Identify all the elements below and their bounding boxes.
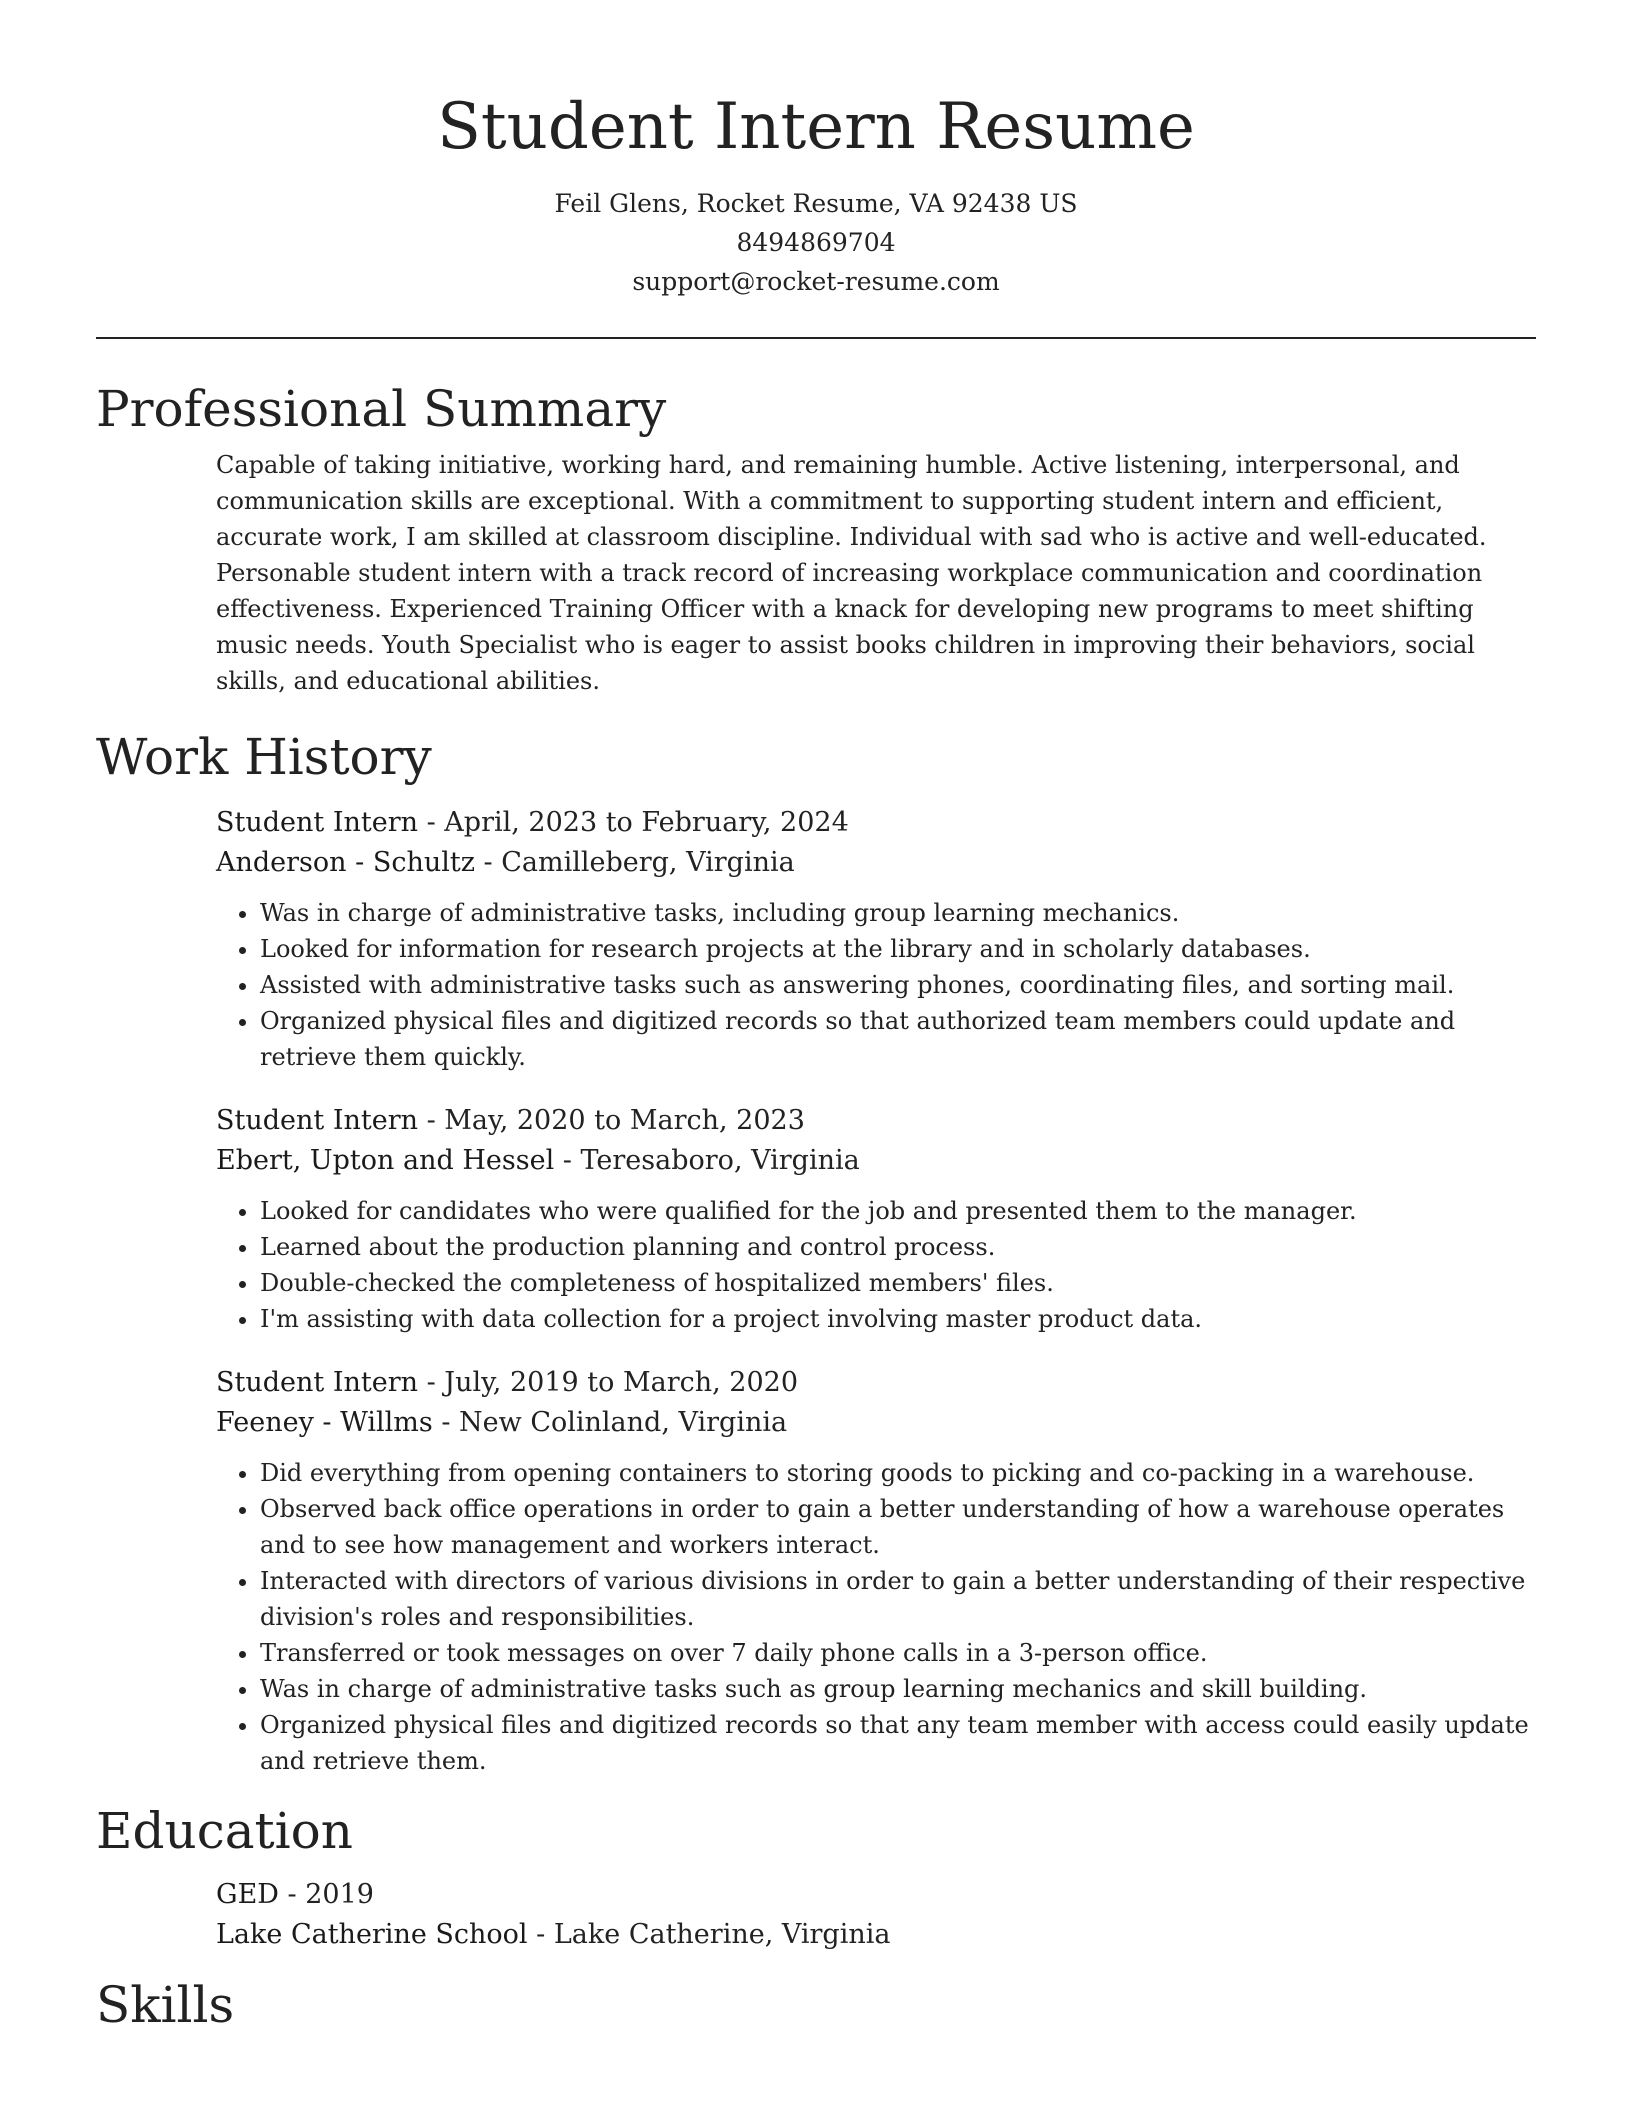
section-heading-skills: Skills [96,1976,235,2034]
job-title: Student Intern [216,1105,418,1136]
job-dates: - April, 2023 to February, 2024 [418,807,849,838]
education-year: - 2019 [278,1879,374,1910]
job-bullet: • Learned about the production planning and control process. [260,1229,1536,1265]
job-location: - New Colinland, Virginia [432,1407,788,1438]
job-bullet: • Organized physical files and digitized records so that any team member with access could easily update and retrieve them. [260,1707,1536,1779]
job-bullet: • Did everything from opening containers to storing goods to picking and co-packing in a warehouse. [260,1455,1536,1491]
job-company-line [216,1403,1536,1443]
job-dates: - May, 2020 to March, 2023 [418,1105,805,1136]
job-bullet: • Observed back office operations in order to gain a better understanding of how a warehouse operates and to see how management and workers interact. [260,1491,1536,1563]
job-bullet: • Transferred or took messages on over 7 daily phone calls in a 3-person office. [260,1635,1536,1671]
contact-email: support@rocket-resume.com [632,267,1000,296]
education-degree-line [216,1875,1536,1915]
job-entry [216,803,1536,1075]
education-section [96,1801,1536,1955]
job-bullet: • I'm assisting with data collection for a project involving master product data. [260,1301,1536,1337]
resume-title: Student Intern Resume [437,90,1195,164]
job-bullet: • Looked for information for research projects at the library and in scholarly databases. [260,931,1536,967]
job-bullet: • Assisted with administrative tasks such as answering phones, coordinating files, and sorting mail. [260,967,1536,1003]
job-location: - Camilleberg, Virginia [474,847,795,878]
job-company-line [216,1141,1536,1181]
section-heading-summary: Professional Summary [96,380,667,438]
job-company: Ebert, Upton and Hessel [216,1145,555,1176]
job-bullet: • Was in charge of administrative tasks, including group learning mechanics. [260,895,1536,931]
job-bullets [216,1455,1536,1779]
summary-text: Capable of taking initiative, working hard, and remaining humble. Active listening, interpersonal, and communication skills are exceptional. With a commitment to supporting student intern and efficient, accurate work, I am skilled at classroom discipline. Individual with sad who is active and well-educated. Personable student intern with a track record of increasing workplace communication and coordination effectiveness. Experienced Training Officer with a knack for developing new programs to meet shifting music needs. Youth Specialist who is eager to assist books children in improving their behaviors, social skills, and educational abilities. [216,451,1487,695]
contact-phone: 8494869704 [736,228,896,257]
education-school-line [216,1915,1536,1955]
job-title-line [216,1363,1536,1403]
contact-address: Feil Glens, Rocket Resume, VA 92438 US [554,189,1078,218]
resume-header [96,0,1536,301]
work-history-section [96,727,1536,1779]
education-degree: GED [216,1879,279,1910]
job-dates: - July, 2019 to March, 2020 [418,1367,798,1398]
section-heading-education: Education [96,1802,353,1860]
job-bullet: • Was in charge of administrative tasks such as group learning mechanics and skill building. [260,1671,1536,1707]
job-bullet: • Looked for candidates who were qualified for the job and presented them to the manager. [260,1193,1536,1229]
job-company: Anderson - Schultz [216,847,475,878]
professional-summary-section [96,379,1536,699]
job-title: Student Intern [216,1367,418,1398]
section-heading-work: Work History [96,728,432,786]
skills-section [96,1975,1536,2035]
header-divider [96,337,1536,339]
job-bullet: • Double-checked the completeness of hospitalized members' files. [260,1265,1536,1301]
job-title-line [216,803,1536,843]
education-entry [216,1875,1536,1955]
job-bullet: • Organized physical files and digitized records so that authorized team members could update and retrieve them quickly. [260,1003,1536,1075]
job-bullet: • Interacted with directors of various divisions in order to gain a better understanding of their respective division's roles and responsibilities. [260,1563,1536,1635]
job-company-line [216,843,1536,883]
job-company: Feeney - Willms [216,1407,433,1438]
job-location: - Teresaboro, Virginia [554,1145,860,1176]
contact-info [96,184,1536,301]
job-entry [216,1101,1536,1337]
job-title: Student Intern [216,807,418,838]
job-bullets [216,895,1536,1075]
job-entry [216,1363,1536,1779]
job-bullets [216,1193,1536,1337]
job-title-line [216,1101,1536,1141]
education-school: Lake Catherine School [216,1919,528,1950]
education-location: - Lake Catherine, Virginia [527,1919,891,1950]
